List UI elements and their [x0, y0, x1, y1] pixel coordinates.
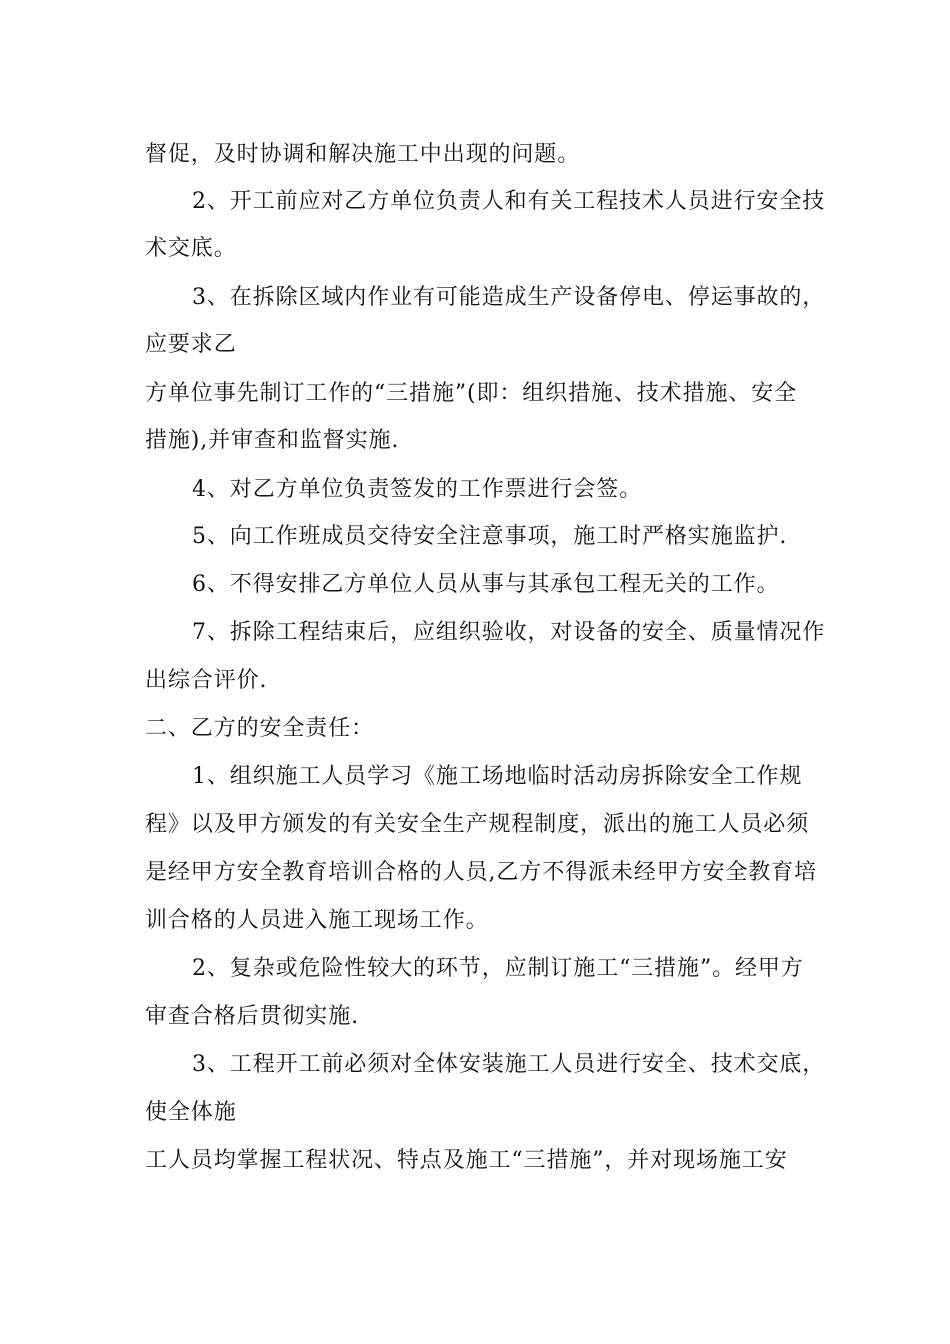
- paragraph-line: 2、开工前应对乙方单位负责人和有关工程技术人员进行安全技: [192, 189, 826, 214]
- paragraph-line: 应要求乙: [145, 332, 237, 357]
- paragraph-line: 使全体施: [145, 1100, 237, 1125]
- paragraph-line: 督促，及时协调和解决施工中出现的问题。: [145, 142, 581, 167]
- paragraph-line: 3、在拆除区域内作业有可能造成生产设备停电、停运事故的，: [192, 285, 826, 310]
- paragraph-line: 方单位事先制订工作的“三措施”(即：组织措施、技术措施、安全: [145, 381, 798, 406]
- paragraph-line: 1、组织施工人员学习《施工场地临时活动房拆除安全工作规: [192, 764, 803, 789]
- paragraph-line: 审查合格后贯彻实施.: [145, 1004, 359, 1029]
- paragraph-line: 6、不得安排乙方单位人员从事与其承包工程无关的工作。: [192, 572, 780, 597]
- paragraph-line: 术交底。: [145, 236, 237, 261]
- paragraph-line: 是经甲方安全教育培训合格的人员,乙方不得派未经甲方安全教育培: [145, 860, 817, 885]
- paragraph-line: 7、拆除工程结束后，应组织验收，对设备的安全、质量情况作: [192, 620, 826, 645]
- paragraph-line: 程》以及甲方颁发的有关安全生产规程制度，派出的施工人员必须: [145, 812, 810, 837]
- section-heading: 二、乙方的安全责任：: [145, 716, 375, 741]
- paragraph-line: 措施),并审查和监督实施.: [145, 428, 400, 453]
- paragraph-line: 5、向工作班成员交待安全注意事项，施工时严格实施监护.: [192, 524, 788, 549]
- paragraph-line: 出综合评价.: [145, 668, 268, 693]
- paragraph-line: 工人员均掌握工程状况、特点及施工“三措施”，并对现场施工安: [145, 1148, 788, 1173]
- paragraph-line: 4、对乙方单位负责签发的工作票进行会签。: [192, 477, 642, 502]
- paragraph-line: 2、复杂或危险性较大的环节，应制订施工“三措施”。经甲方: [192, 956, 804, 981]
- paragraph-line: 训合格的人员进入施工现场工作。: [145, 908, 489, 933]
- paragraph-line: 3、工程开工前必须对全体安装施工人员进行安全、技术交底，: [192, 1052, 826, 1077]
